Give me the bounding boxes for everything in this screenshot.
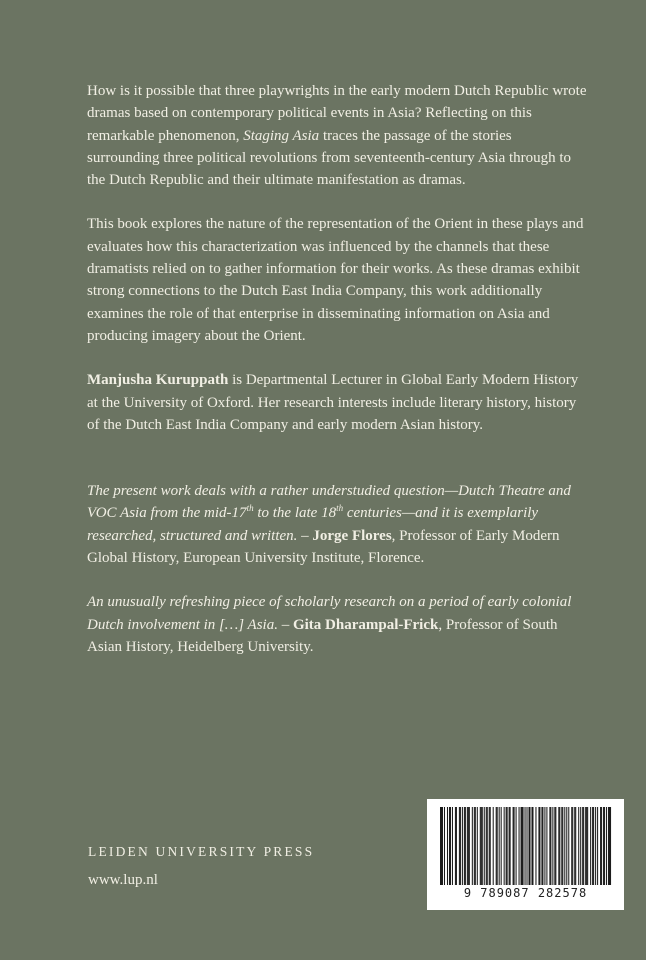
barcode-bar	[455, 807, 456, 885]
isbn-barcode	[427, 799, 624, 910]
barcode-bar	[504, 807, 505, 885]
barcode-bar	[522, 807, 523, 885]
barcode-bar	[544, 807, 545, 885]
barcode-bar	[497, 807, 498, 885]
barcode-bar	[475, 807, 476, 885]
barcode-bar	[459, 807, 460, 885]
barcode-bar	[440, 807, 441, 885]
barcode-bar	[464, 807, 465, 885]
barcode-bar	[510, 807, 511, 885]
barcode-bar	[442, 807, 443, 885]
barcode-bar	[501, 807, 502, 885]
barcode-bar	[441, 807, 442, 885]
reviewer-name: Gita Dharampal-Frick	[292, 616, 439, 633]
barcode-bar	[499, 807, 500, 885]
barcode-bar	[490, 807, 491, 885]
barcode-bar	[481, 807, 482, 885]
barcode-bar	[484, 807, 485, 885]
barcode-bar	[519, 807, 520, 885]
barcode-bar	[489, 807, 490, 885]
book-title: Staging Asia	[243, 127, 320, 144]
barcode-bar	[514, 807, 515, 885]
barcode-bar	[561, 807, 562, 885]
barcode-bar	[575, 807, 576, 885]
barcode-bar	[469, 807, 470, 885]
barcode-bar	[610, 807, 611, 885]
barcode-bar	[603, 807, 604, 885]
barcode-bar	[472, 807, 473, 885]
publisher-website: www.lup.nl	[88, 872, 158, 888]
barcode-bar	[600, 807, 601, 885]
cover-text	[87, 80, 587, 658]
review-quote: The present work deals with a rather understudied question—Dutch Theatre and VOC Asia from the mid-17th to the late 18th centuries—and it is exemplarily researched, structured and written.	[87, 483, 571, 544]
publisher-name: LEIDEN UNIVERSITY PRESS	[88, 844, 315, 859]
author-name: Manjusha Kuruppath	[87, 372, 229, 389]
barcode-bar	[592, 807, 593, 885]
barcode-bar	[539, 807, 540, 885]
barcode-bar	[460, 807, 461, 885]
barcode-bar	[474, 807, 475, 885]
barcode-bar	[541, 807, 542, 885]
barcode-bar	[595, 807, 596, 885]
barcode-bar	[447, 807, 448, 885]
barcode-bar	[562, 807, 563, 885]
barcode-bar	[566, 807, 567, 885]
barcode-bar	[580, 807, 581, 885]
barcode-bar	[468, 807, 469, 885]
barcode-bar	[450, 807, 451, 885]
barcode-bar	[558, 807, 559, 885]
barcode-bar	[528, 807, 529, 885]
barcode-bar	[525, 807, 526, 885]
review-1: The present work deals with a rather understudied question—Dutch Theatre and VOC Asia from the mid-17th to the late 18th centuries—and it is exemplarily researched, structured and written. – Jorge Flores, Professor of Early Modern Global History, European University Institute, Florence.	[87, 483, 571, 567]
barcode-bar	[496, 807, 497, 885]
barcode-bar	[555, 807, 556, 885]
barcode-bar	[532, 807, 533, 885]
barcode-bar	[546, 807, 547, 885]
barcode-bar	[521, 807, 522, 885]
barcode-bar	[465, 807, 466, 885]
reviewer-name: Jorge Flores	[312, 527, 392, 544]
barcode-bar	[609, 807, 610, 885]
author-bio: Manjusha Kuruppath is Departmental Lecturer in Global Early Modern History at the University of Oxford. Her research interests include literary history, history of the Dutch East India Company and early modern Asian history.	[87, 372, 579, 433]
barcode-bar	[550, 807, 551, 885]
barcode-bar	[585, 807, 586, 885]
barcode-bar	[582, 807, 583, 885]
barcode-bar	[507, 807, 508, 885]
barcode-bar	[456, 807, 457, 885]
barcode-bar	[509, 807, 510, 885]
barcode-bar	[559, 807, 560, 885]
barcode-bar	[529, 807, 530, 885]
barcode-bar	[597, 807, 598, 885]
barcode-bar	[571, 807, 572, 885]
barcode-bar	[564, 807, 565, 885]
review-2: An unusually refreshing piece of scholarly research on a period of early colonial Dutch involvement in […] Asia. – Gita Dharampal-Frick, Professor of South Asian History, Heidelberg University.	[87, 594, 572, 655]
barcode-bar	[516, 807, 517, 885]
barcode-bar	[587, 807, 588, 885]
barcode-bar	[608, 807, 609, 885]
review-quote: An unusually refreshing piece of scholarly research on a period of early colonial Dutch involvement in […] Asia.	[87, 594, 572, 633]
barcode-bar	[535, 807, 536, 885]
isbn-number: 9 789087 282578	[463, 886, 588, 900]
barcode-bar	[590, 807, 591, 885]
barcode-bar	[574, 807, 575, 885]
barcode-bar	[586, 807, 587, 885]
barcode-bar	[487, 807, 488, 885]
barcode-bar	[549, 807, 550, 885]
barcode-bar	[542, 807, 543, 885]
blurb-paragraph-1: How is it possible that three playwrights in the early modern Dutch Republic wrote dramas based on contemporary political events in Asia? Reflecting on this remarkable phenomenon, Staging Asia traces the passage of the stories surrounding three political revolutions from seventeenth-century Asia through to the Dutch Republic and their ultimate manifestation as dramas.	[87, 83, 587, 189]
barcode-bar	[531, 807, 532, 885]
barcode-bar	[449, 807, 450, 885]
barcode-bar	[526, 807, 527, 885]
barcode-bar	[480, 807, 481, 885]
barcode-bar	[506, 807, 507, 885]
barcode-bar	[452, 807, 453, 885]
barcode-bar	[572, 807, 573, 885]
barcode-bar	[462, 807, 463, 885]
barcode-bar	[444, 807, 445, 885]
barcode-bar	[477, 807, 478, 885]
barcode-bar	[523, 807, 524, 885]
barcode-bar	[513, 807, 514, 885]
blurb-paragraph-2: This book explores the nature of the representation of the Orient in these plays and evaluates how this characterization was influenced by the channels that these dramatists relied on to gather information for their works. As these dramas exhibit strong connections to the Dutch East India Company, this work additionally examines the role of that enterprise in disseminating information on Asia and producing imagery about the Orient.	[87, 216, 584, 344]
barcode-bar	[486, 807, 487, 885]
barcode-bar	[482, 807, 483, 885]
barcode-bar	[568, 807, 569, 885]
barcode-bar	[601, 807, 602, 885]
barcode-bar	[593, 807, 594, 885]
barcode-bar	[578, 807, 579, 885]
barcode-bar	[552, 807, 553, 885]
barcode-bar	[606, 807, 607, 885]
barcode-bar	[604, 807, 605, 885]
barcode-bar	[538, 807, 539, 885]
barcode-bar	[493, 807, 494, 885]
barcode-bar	[467, 807, 468, 885]
barcode-bar	[554, 807, 555, 885]
barcode-bar	[583, 807, 584, 885]
